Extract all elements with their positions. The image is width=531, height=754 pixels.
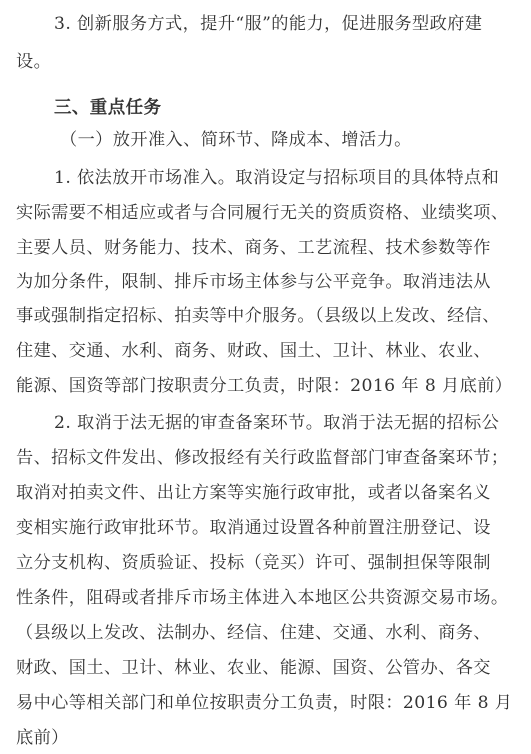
para-2-line-6: 性条件，阻碍或者排斥市场主体进入本地区公共资源交易市场。 <box>16 588 509 608</box>
para-2-line-9: 易中心等相关部门和单位按职责分工负责，时限：2016 年 8 月 <box>16 693 513 713</box>
subsection-heading: （一）放开准入、简环节、降成本、增活力。 <box>60 130 412 150</box>
para-2-line-3: 取消对拍卖文件、出让方案等实施行政审批，或者以备案名义 <box>16 483 491 503</box>
para-1-line-7: 能源、国资等部门按职责分工负责，时限：2016 年 8 月底前） <box>16 376 513 396</box>
para-1-line-5: 事或强制指定招标、拍卖等中介服务。（县级以上发改、经信、 <box>16 306 500 326</box>
para-1-line-2: 实际需要不相适应或者与合同履行无关的资质资格、业绩奖项、 <box>16 203 509 223</box>
para-2-line-7: （县级以上发改、法制办、经信、住建、交通、水利、商务、 <box>16 623 491 643</box>
para-2-line-2: 告、招标文件发出、修改报经有关行政监督部门审查备案环节； <box>16 448 509 468</box>
para-2-line-10: 底前） <box>16 728 69 748</box>
para-1-line-1: 1. 依法放开市场准入。取消设定与招标项目的具体特点和 <box>54 168 500 188</box>
para-1-line-4: 为加分条件，限制、排斥市场主体参与公平竞争。取消违法从 <box>16 272 491 292</box>
para-2-line-8: 财政、国土、卫计、林业、农业、能源、国资、公管办、各交 <box>16 658 491 678</box>
para-2-line-4: 变相实施行政审批环节。取消通过设置各种前置注册登记、设 <box>16 518 491 538</box>
para-2-line-1: 2. 取消于法无据的审查备案环节。取消于法无据的招标公 <box>54 413 500 433</box>
para-1-line-6: 住建、交通、水利、商务、财政、国土、卫计、林业、农业、 <box>16 341 491 361</box>
para-1-line-3: 主要人员、财务能力、技术、商务、工艺流程、技术参数等作 <box>16 238 491 258</box>
section-heading: 三、重点任务 <box>54 98 162 118</box>
para-2-line-5: 立分支机构、资质验证、投标（竞买）许可、强制担保等限制 <box>16 553 491 573</box>
item-3-line-2: 设。 <box>16 52 52 72</box>
item-3-line-1: 3. 创新服务方式，提升“服”的能力，促进服务型政府建 <box>54 14 483 34</box>
